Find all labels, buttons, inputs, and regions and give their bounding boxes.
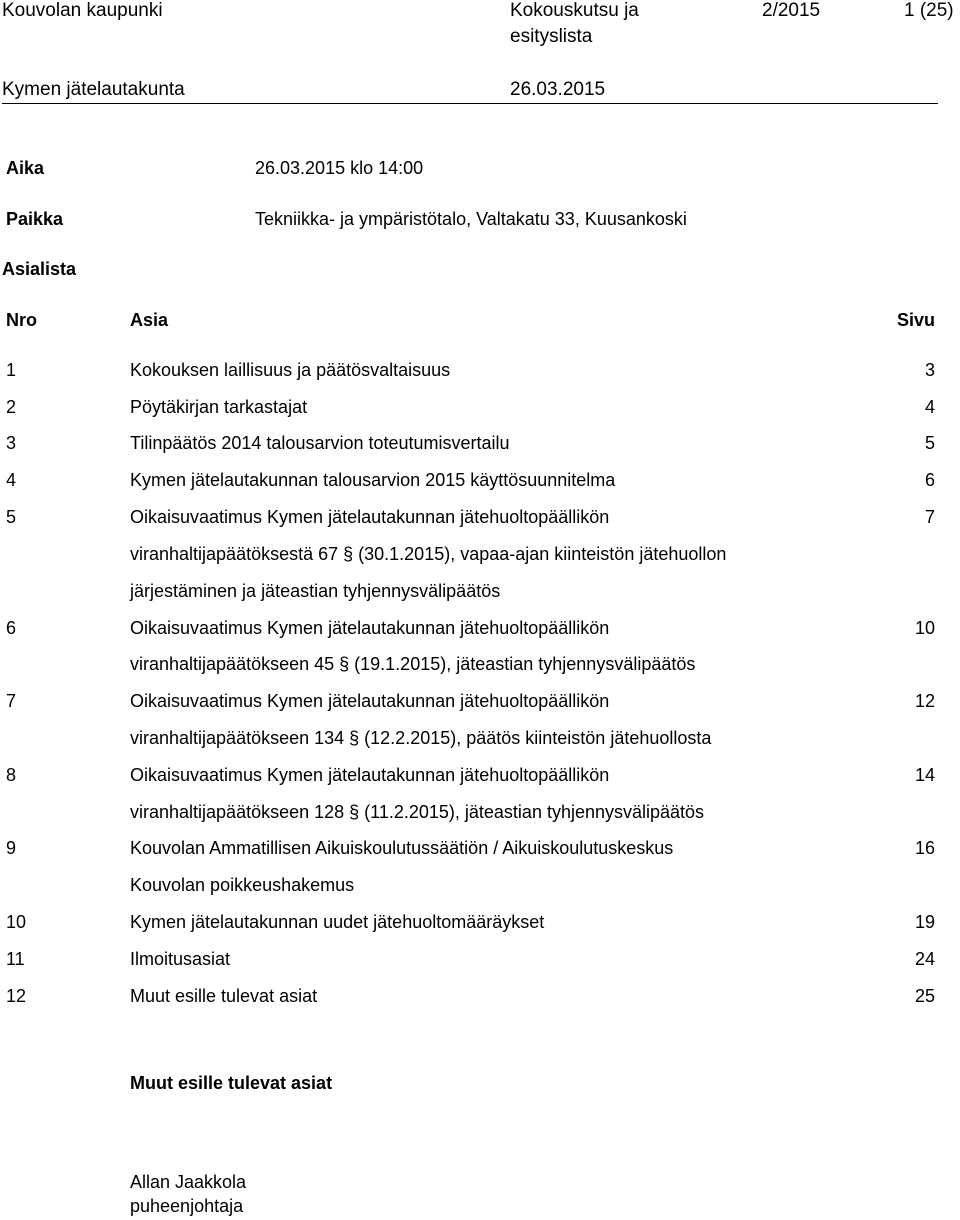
agenda-item-page: 12 — [914, 691, 935, 711]
agenda-item-page: 16 — [914, 838, 935, 858]
agenda-item-title: Tilinpäätös 2014 talousarvion toteutumisvertailu — [130, 433, 510, 453]
agenda-item[interactable] — [0, 912, 960, 938]
agenda-item[interactable] — [0, 360, 960, 386]
agenda-item-page: 10 — [914, 618, 935, 638]
agenda-item-page: 6 — [924, 470, 935, 490]
agenda-item-title-continued: viranhaltijapäätöksestä 67 § (30.1.2015), vapaa-ajan kiinteistön jätehuollon — [130, 544, 727, 564]
agenda-item-continuation — [0, 802, 960, 828]
agenda-item[interactable] — [0, 507, 960, 533]
agenda-title: Asialista — [2, 259, 77, 279]
agenda-item-number: 5 — [6, 507, 17, 527]
agenda-item-page: 5 — [924, 433, 935, 453]
agenda-item-page: 25 — [914, 986, 935, 1006]
organization-name: Kouvolan kaupunki — [2, 0, 163, 21]
agenda-item-title: Oikaisuvaatimus Kymen jätelautakunnan jätehuoltopäällikön — [130, 618, 610, 638]
header-date: 26.03.2015 — [510, 79, 606, 100]
agenda-item-title: Kymen jätelautakunnan uudet jätehuoltomääräykset — [130, 912, 545, 932]
agenda-item-number: 11 — [6, 949, 25, 969]
doc-type-line-1: Kokouskutsu ja — [510, 0, 639, 21]
agenda-item[interactable] — [0, 618, 960, 644]
agenda-item-title: Oikaisuvaatimus Kymen jätelautakunnan jätehuoltopäällikön — [130, 691, 610, 711]
agenda-item[interactable] — [0, 765, 960, 791]
agenda-item-continuation — [0, 654, 960, 680]
agenda-item-continuation — [0, 544, 960, 570]
agenda-item-title: Oikaisuvaatimus Kymen jätelautakunnan jätehuoltopäällikön — [130, 765, 610, 785]
page-number: 1 (25) — [904, 0, 954, 21]
agenda-item-title: Muut esille tulevat asiat — [130, 986, 318, 1006]
agenda-item-page: 24 — [914, 949, 935, 969]
agenda-item-page: 19 — [914, 912, 935, 932]
doc-type-line-2: esityslista — [510, 26, 593, 47]
column-header-nro: Nro — [6, 310, 37, 330]
agenda-item-number: 7 — [6, 691, 17, 711]
agenda-item[interactable] — [0, 949, 960, 975]
agenda-item[interactable] — [0, 433, 960, 459]
header-divider — [2, 103, 938, 104]
time-value: 26.03.2015 klo 14:00 — [255, 158, 424, 178]
agenda-item-continuation — [0, 875, 960, 901]
agenda-item-number: 2 — [6, 397, 17, 417]
agenda-item[interactable] — [0, 397, 960, 423]
agenda-item-number: 9 — [6, 838, 17, 858]
time-label: Aika — [6, 158, 45, 178]
agenda-item-title: Pöytäkirjan tarkastajat — [130, 397, 308, 417]
signer-role: puheenjohtaja — [130, 1196, 244, 1216]
agenda-item-number: 1 — [6, 360, 17, 380]
signer-name: Allan Jaakkola — [130, 1172, 247, 1192]
agenda-item-title: Kokouksen laillisuus ja päätösvaltaisuus — [130, 360, 451, 380]
agenda-item-title: Ilmoitusasiat — [130, 949, 231, 969]
agenda-item[interactable] — [0, 986, 960, 1012]
agenda-item-title: Kymen jätelautakunnan talousarvion 2015 käyttösuunnitelma — [130, 470, 616, 490]
agenda-item-number: 12 — [6, 986, 27, 1006]
agenda-item-title-continued: Kouvolan poikkeushakemus — [130, 875, 355, 895]
agenda-item-title: Kouvolan Ammatillisen Aikuiskoulutussäätiön / Aikuiskoulutuskeskus — [130, 838, 674, 858]
section-heading: Muut esille tulevat asiat — [130, 1073, 333, 1093]
agenda-item[interactable] — [0, 838, 960, 864]
body-name: Kymen jätelautakunta — [2, 79, 185, 100]
agenda-item-page: 7 — [924, 507, 935, 527]
column-header-sivu: Sivu — [896, 310, 935, 330]
agenda-item[interactable] — [0, 470, 960, 496]
agenda-item-title-continued: viranhaltijapäätökseen 134 § (12.2.2015), päätös kiinteistön jätehuollosta — [130, 728, 712, 748]
agenda-item-number: 4 — [6, 470, 17, 490]
place-label: Paikka — [6, 209, 64, 229]
agenda-item-continuation — [0, 581, 960, 607]
agenda-item-page: 3 — [924, 360, 935, 380]
agenda-item-title-continued: järjestäminen ja jäteastian tyhjennysvälipäätös — [130, 581, 501, 601]
column-header-asia: Asia — [130, 310, 169, 330]
agenda-item-number: 10 — [6, 912, 27, 932]
agenda-item-continuation — [0, 728, 960, 754]
agenda-item-number: 3 — [6, 433, 17, 453]
agenda-item-title-continued: viranhaltijapäätökseen 128 § (11.2.2015), jäteastian tyhjennysvälipäätös — [130, 802, 705, 822]
agenda-item-number: 8 — [6, 765, 17, 785]
agenda-item-title: Oikaisuvaatimus Kymen jätelautakunnan jätehuoltopäällikön — [130, 507, 610, 527]
agenda-item-page: 14 — [914, 765, 935, 785]
agenda-item[interactable] — [0, 691, 960, 717]
agenda-item-number: 6 — [6, 618, 17, 638]
doc-number: 2/2015 — [762, 0, 821, 21]
agenda-item-title-continued: viranhaltijapäätökseen 45 § (19.1.2015), jäteastian tyhjennysvälipäätös — [130, 654, 696, 674]
place-value: Tekniikka- ja ympäristötalo, Valtakatu 33, Kuusankoski — [255, 209, 687, 229]
agenda-item-page: 4 — [924, 397, 935, 417]
